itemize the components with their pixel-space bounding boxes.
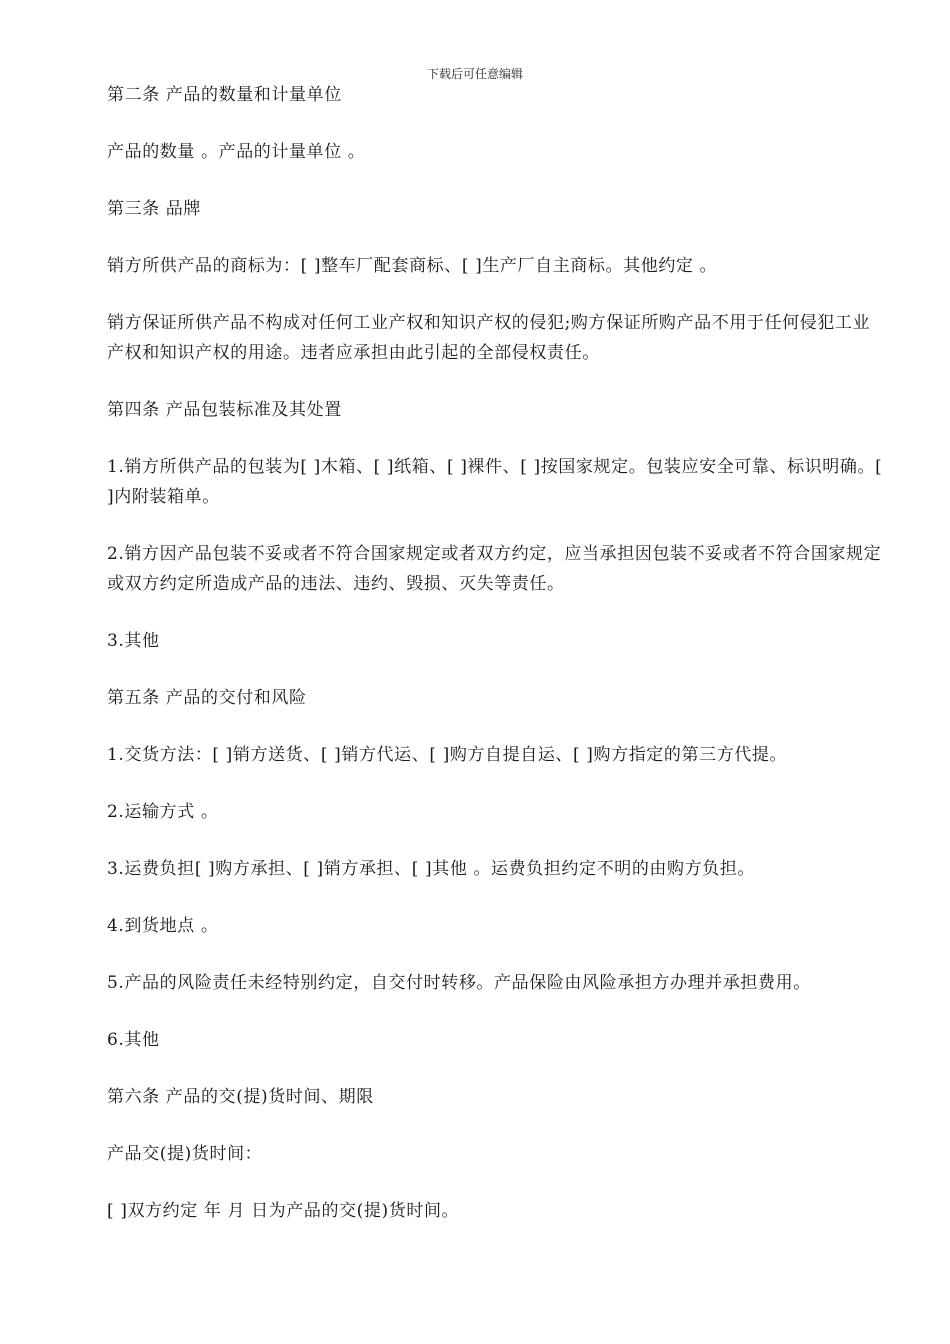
paragraph: [ ]双方约定 年 月 日为产品的交(提)货时间。 <box>107 1201 460 1221</box>
paragraph: 1.销方所供产品的包装为[ ]木箱、[ ]纸箱、[ ]裸件、[ ]按国家规定。包装应安全可靠、标识明确。[ ]内附装箱单。 <box>107 457 883 507</box>
paragraph: 销方保证所供产品不构成对任何工业产权和知识产权的侵犯;购方保证所购产品不用于任何侵犯工业产权和知识产权的用途。违者应承担由此引起的全部侵权责任。 <box>107 313 871 363</box>
paragraph: 产品的数量 。产品的计量单位 。 <box>107 142 366 162</box>
paragraph: 6.其他 <box>107 1030 160 1050</box>
header-note: 下载后可任意编辑 <box>426 67 523 81</box>
paragraph: 3.运费负担[ ]购方承担、[ ]销方承担、[ ]其他 。运费负担约定不明的由购方负担。 <box>107 859 756 879</box>
paragraph: 2.销方因产品包装不妥或者不符合国家规定或者双方约定，应当承担因包装不妥或者不符合国家规定或双方约定所造成产品的违法、违约、毁损、灭失等责任。 <box>107 544 882 594</box>
paragraph: 5.产品的风险责任未经特别约定，自交付时转移。产品保险由风险承担方办理并承担费用。 <box>107 973 811 993</box>
paragraph: 产品交(提)货时间： <box>107 1144 263 1164</box>
article-3-heading: 第三条 品牌 <box>107 199 202 219</box>
paragraph: 销方所供产品的商标为：[ ]整车厂配套商标、[ ]生产厂自主商标。其他约定 。 <box>107 256 718 276</box>
article-2-heading: 第二条 产品的数量和计量单位 <box>107 85 342 105</box>
paragraph: 1.交货方法：[ ]销方送货、[ ]销方代运、[ ]购方自提自运、[ ]购方指定的第三方代提。 <box>107 745 788 765</box>
paragraph: 3.其他 <box>107 631 160 651</box>
document-body <box>107 80 885 1226</box>
paragraph: 4.到货地点 。 <box>107 916 219 936</box>
paragraph: 2.运输方式 。 <box>107 802 219 822</box>
article-4-heading: 第四条 产品包装标准及其处置 <box>107 400 342 420</box>
article-5-heading: 第五条 产品的交付和风险 <box>107 688 307 708</box>
article-6-heading: 第六条 产品的交(提)货时间、期限 <box>107 1087 374 1107</box>
